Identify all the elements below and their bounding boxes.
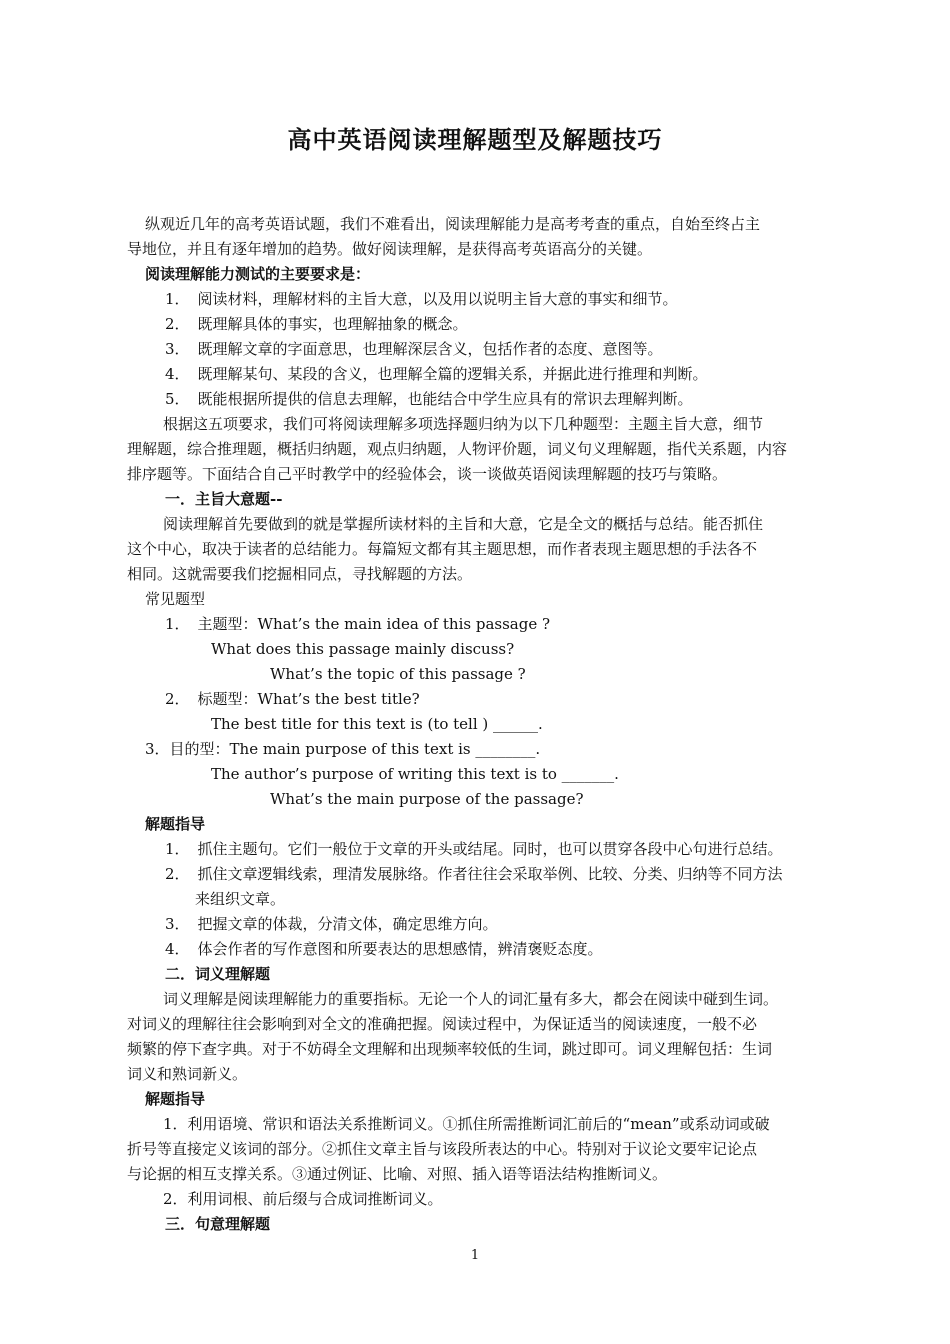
requirement-text: 既能根据所提供的信息去理解，也能结合中学生应具有的常识去理解判断。 bbox=[197, 390, 693, 408]
question-type-3: 3．目的型：The main purpose of this text is ________. bbox=[145, 740, 541, 758]
section2-guide-heading: 解题指导 bbox=[145, 1090, 206, 1108]
guide-number: 4． bbox=[165, 940, 190, 958]
section1-paragraph-line: 这个中心，取决于读者的总结能力。每篇短文都有其主题思想，而作者表现主题思想的手法各不 bbox=[127, 540, 758, 558]
requirement-item bbox=[165, 337, 663, 362]
section2-paragraph-line: 频繁的停下查字典。对于不妨碍全文理解和出现频率较低的生词，跳过即可。词义理解包括：生词 bbox=[127, 1040, 773, 1058]
type-number: 2． bbox=[165, 690, 190, 708]
requirement-number: 5． bbox=[165, 390, 190, 408]
section2-guide1-line: 1．利用语境、常识和语法关系推断词义。①抓住所需推断词汇前后的“mean”或系动词或破 bbox=[163, 1115, 770, 1133]
section1-guide-heading: 解题指导 bbox=[145, 815, 206, 833]
section2-guide1-line: 折号等直接定义该词的部分。②抓住文章主旨与该段所表达的中心。特别对于议论文要牢记论点 bbox=[127, 1140, 758, 1158]
section1-paragraph-line: 相同。这就需要我们挖掘相同点，寻找解题的方法。 bbox=[127, 565, 473, 583]
question-type-1 bbox=[165, 612, 550, 637]
question-type-2-example: The best title for this text is (to tell ) ______. bbox=[211, 715, 543, 733]
intro-line-1: 纵观近几年的高考英语试题，我们不难看出，阅读理解能力是高考考查的重点，自始至终占主 bbox=[145, 215, 761, 233]
guide-item bbox=[165, 837, 783, 862]
requirement-text: 既理解文章的字面意思，也理解深层含义，包括作者的态度、意图等。 bbox=[197, 340, 663, 358]
question-type-2 bbox=[165, 687, 420, 712]
section2-paragraph-line: 词义和熟词新义。 bbox=[127, 1065, 248, 1083]
page-title: 高中英语阅读理解题型及解题技巧 bbox=[287, 125, 663, 154]
guide-item bbox=[165, 912, 498, 937]
requirement-item bbox=[165, 287, 678, 312]
section1-heading: 一．主旨大意题-- bbox=[165, 490, 283, 508]
requirement-number: 1． bbox=[165, 290, 190, 308]
guide-text: 体会作者的写作意图和所要表达的思想感情，辨清褒贬态度。 bbox=[197, 940, 603, 958]
requirement-number: 4． bbox=[165, 365, 190, 383]
question-type-3-example: The author’s purpose of writing this text is to _______. bbox=[211, 765, 619, 783]
section2-heading: 二．词义理解题 bbox=[165, 965, 271, 983]
section3-heading: 三．句意理解题 bbox=[165, 1215, 271, 1233]
question-type-1-example: What’s the topic of this passage ? bbox=[270, 665, 526, 683]
page-number: 1 bbox=[470, 1248, 480, 1263]
type-text: 主题型：What’s the main idea of this passage ? bbox=[197, 615, 551, 633]
requirement-text: 既理解具体的事实，也理解抽象的概念。 bbox=[197, 315, 468, 333]
section2-guide1-line: 与论据的相互支撑关系。③通过例证、比喻、对照、插入语等语法结构推断词义。 bbox=[127, 1165, 668, 1183]
summary-line-2: 理解题，综合推理题，概括归纳题，观点归纳题，人物评价题，词义句义理解题，指代关系题，内容 bbox=[127, 440, 788, 458]
section2-paragraph-line: 词义理解是阅读理解能力的重要指标。无论一个人的词汇量有多大，都会在阅读中碰到生词。 bbox=[163, 990, 779, 1008]
requirement-item bbox=[165, 312, 468, 337]
summary-line-3: 排序题等。下面结合自己平时教学中的经验体会，谈一谈做英语阅读理解题的技巧与策略。 bbox=[127, 465, 728, 483]
guide-text: 把握文章的体裁，分清文体，确定思维方向。 bbox=[197, 915, 498, 933]
question-type-3-example: What’s the main purpose of the passage? bbox=[270, 790, 584, 808]
section2-paragraph-line: 对词义的理解往往会影响到对全文的准确把握。阅读过程中，为保证适当的阅读速度，一般不必 bbox=[127, 1015, 758, 1033]
guide-number: 2． bbox=[165, 865, 190, 883]
question-type-1-example: What does this passage mainly discuss? bbox=[211, 640, 515, 658]
requirements-heading: 阅读理解能力测试的主要要求是： bbox=[145, 265, 371, 283]
guide-number: 3． bbox=[165, 915, 190, 933]
guide-text: 抓住文章逻辑线索，理清发展脉络。作者往往会采取举例、比较、分类、归纳等不同方法 bbox=[197, 865, 783, 883]
guide-text: 抓住主题句。它们一般位于文章的开头或结尾。同时，也可以贯穿各段中心句进行总结。 bbox=[197, 840, 783, 858]
requirement-item bbox=[165, 387, 693, 412]
intro-line-2: 导地位，并且有逐年增加的趋势。做好阅读理解，是获得高考英语高分的关键。 bbox=[127, 240, 653, 258]
section2-guide2: 2．利用词根、前后缀与合成词推断词义。 bbox=[163, 1190, 443, 1208]
summary-line-1: 根据这五项要求，我们可将阅读理解多项选择题归纳为以下几种题型：主题主旨大意，细节 bbox=[163, 415, 764, 433]
requirement-text: 既理解某句、某段的含义，也理解全篇的逻辑关系，并据此进行推理和判断。 bbox=[197, 365, 708, 383]
requirement-item bbox=[165, 362, 708, 387]
requirement-text: 阅读材料，理解材料的主旨大意，以及用以说明主旨大意的事实和细节。 bbox=[197, 290, 678, 308]
section1-paragraph-line: 阅读理解首先要做到的就是掌握所读材料的主旨和大意，它是全文的概括与总结。能否抓住 bbox=[163, 515, 764, 533]
type-text: 标题型：What’s the best title? bbox=[197, 690, 420, 708]
guide-item bbox=[165, 862, 783, 887]
type-number: 1． bbox=[165, 615, 190, 633]
guide-item bbox=[165, 937, 603, 962]
requirement-number: 3． bbox=[165, 340, 190, 358]
guide-item-continuation: 来组织文章。 bbox=[195, 890, 286, 908]
requirement-number: 2． bbox=[165, 315, 190, 333]
common-types-label: 常见题型 bbox=[145, 590, 206, 608]
guide-number: 1． bbox=[165, 840, 190, 858]
